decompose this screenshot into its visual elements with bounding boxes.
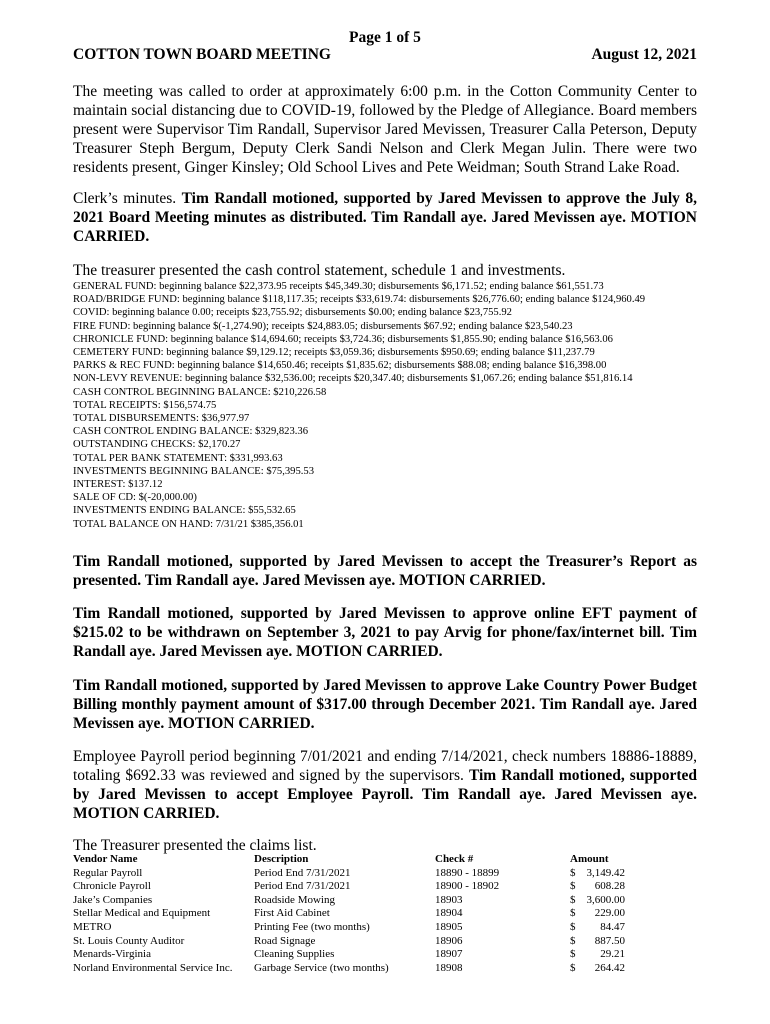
claim-check-number: 18890 - 18899 <box>435 866 500 879</box>
claim-check-number: 18905 <box>435 920 463 933</box>
fund-line: INVESTMENTS ENDING BALANCE: $55,532.65 <box>73 505 296 517</box>
claim-check-number: 18904 <box>435 907 463 920</box>
claim-description: First Aid Cabinet <box>254 907 330 920</box>
claim-vendor: St. Louis County Auditor <box>73 934 185 947</box>
currency-symbol: $ <box>570 961 576 974</box>
minutes-lead: Clerk’s minutes. <box>73 190 182 207</box>
currency-symbol: $ <box>570 948 576 961</box>
claim-check-number: 18906 <box>435 934 463 947</box>
claim-amount-value: 3,600.00 <box>586 893 625 906</box>
claim-amount-value: 29.21 <box>600 948 625 961</box>
claim-check-number: 18908 <box>435 961 463 974</box>
document-header <box>73 46 697 64</box>
claim-vendor: Norland Environmental Service Inc. <box>73 961 233 974</box>
header-check: Check # <box>435 853 474 865</box>
fund-line: CASH CONTROL BEGINNING BALANCE: $210,226.58 <box>73 386 327 398</box>
document-title: COTTON TOWN BOARD MEETING <box>73 46 331 63</box>
claim-description: Roadside Mowing <box>254 893 335 906</box>
claim-vendor: Menards-Virginia <box>73 948 151 961</box>
fund-line: NON-LEVY REVENUE: beginning balance $32,536.00; receipts $20,347.40; disbursements $1,067.26; ending balance $51,816.14 <box>73 373 633 385</box>
claim-description: Period End 7/31/2021 <box>254 880 351 893</box>
claim-description: Cleaning Supplies <box>254 948 335 961</box>
header-amount: Amount <box>570 853 609 865</box>
claim-amount-value: 887.50 <box>594 934 625 947</box>
header-description: Description <box>254 853 309 865</box>
fund-line: FIRE FUND: beginning balance $(-1,274.90); receipts $24,883.05; disbursements $67.92; ending balance $23,540.23 <box>73 320 573 332</box>
fund-line: CEMETERY FUND: beginning balance $9,129.12; receipts $3,059.36; disbursements $950.69; ending balance $11,237.79 <box>73 347 595 359</box>
currency-symbol: $ <box>570 866 576 879</box>
claim-amount-value: 264.42 <box>594 961 625 974</box>
fund-line: TOTAL DISBURSEMENTS: $36,977.97 <box>73 413 250 425</box>
motion-treasurer-report: Tim Randall motioned, supported by Jared Mevissen to accept the Treasurer’s Report as presented. Tim Randall aye. Jared Mevissen aye. MOTION CARRIED. <box>73 553 697 589</box>
claim-amount-value: 608.28 <box>594 880 625 893</box>
fund-line: COVID: beginning balance 0.00; receipts $23,755.92; disbursements $0.00; ending balance $23,755.92 <box>73 307 512 319</box>
intro-paragraph: The meeting was called to order at approximately 6:00 p.m. in the Cotton Community Center to maintain social distancing due to COVID-19, followed by the Pledge of Allegiance. Board members present were Supervisor Tim Randall, Supervisor Jared Mevissen, Treasurer Calla Peterson, Deputy Treasurer Steph Bergum, Deputy Clerk Sandi Nelson and Clerk Megan Julin. There were two residents present, Ginger Kinsley; Old School Lives and Pete Weidman; South Strand Lake Road. <box>73 83 697 176</box>
page-number: Page 1 of 5 <box>349 29 421 46</box>
claim-amount-value: 3,149.42 <box>586 866 625 879</box>
currency-symbol: $ <box>570 907 576 920</box>
fund-line: SALE OF CD: $(-20,000.00) <box>73 492 197 504</box>
fund-line: INVESTMENTS BEGINNING BALANCE: $75,395.53 <box>73 465 314 477</box>
meeting-date: August 12, 2021 <box>591 46 697 63</box>
motion-eft-payment: Tim Randall motioned, supported by Jared Mevissen to approve online EFT payment of $215.02 to be withdrawn on September 3, 2021 to pay Arvig for phone/fax/internet bill. Tim Randall aye. Jared Mevissen aye. MOTION CARRIED. <box>73 605 697 660</box>
claim-check-number: 18903 <box>435 893 463 906</box>
claim-vendor: Jake’s Companies <box>73 893 153 906</box>
claim-amount-value: 229.00 <box>594 907 625 920</box>
claim-check-number: 18907 <box>435 948 463 961</box>
claims-intro: The Treasurer presented the claims list. <box>73 837 317 854</box>
minutes-motion: Tim Randall motioned, supported by Jared Mevissen to approve the July 8, 2021 Board Meeting minutes as distributed. Tim Randall aye. Jared Mevissen aye. MOTION CARRIED. <box>73 190 697 245</box>
fund-line: OUTSTANDING CHECKS: $2,170.27 <box>73 439 241 451</box>
fund-line: CHRONICLE FUND: beginning balance $14,694.60; receipts $3,724.36; disbursements $1,855.90; ending balance $16,563.06 <box>73 333 613 345</box>
minutes-paragraph <box>73 189 697 246</box>
claim-description: Period End 7/31/2021 <box>254 866 351 879</box>
currency-symbol: $ <box>570 934 576 947</box>
fund-line: INTEREST: $137.12 <box>73 479 163 491</box>
fund-statement <box>73 280 713 531</box>
claim-vendor: Chronicle Payroll <box>73 880 151 893</box>
fund-line: ROAD/BRIDGE FUND: beginning balance $118,117.35; receipts $33,619.74: disbursements $26,776.60; ending balance $124,960.49 <box>73 294 646 306</box>
claim-description: Printing Fee (two months) <box>254 920 370 933</box>
claim-check-number: 18900 - 18902 <box>435 880 500 893</box>
claim-vendor: Stellar Medical and Equipment <box>73 907 211 920</box>
claim-description: Garbage Service (two months) <box>254 961 389 974</box>
fund-line: GENERAL FUND: beginning balance $22,373.95 receipts $45,349.30; disbursements $6,171.52; ending balance $61,551.73 <box>73 281 604 292</box>
claim-description: Road Signage <box>254 934 316 947</box>
fund-line: TOTAL BALANCE ON HAND: 7/31/21 $385,356.01 <box>73 518 304 530</box>
claim-vendor: METRO <box>73 920 112 933</box>
claim-amount-value: 84.47 <box>600 920 625 933</box>
fund-line: CASH CONTROL ENDING BALANCE: $329,823.36 <box>73 426 309 438</box>
fund-line: PARKS & REC FUND: beginning balance $14,650.46; receipts $1,835.62; disbursements $88.08; ending balance $16,398.00 <box>73 360 607 372</box>
payroll-motion: Tim Randall motioned, supported by Jared Mevissen to accept Employee Payroll. Tim Randall aye. Jared Mevissen aye. MOTION CARRIED. <box>73 767 697 822</box>
currency-symbol: $ <box>570 893 576 906</box>
currency-symbol: $ <box>570 880 576 893</box>
fund-line: TOTAL PER BANK STATEMENT: $331,993.63 <box>73 452 283 464</box>
payroll-lead: Employee Payroll period beginning 7/01/2021 and ending 7/14/2021, check numbers 18886-18889, totaling $692.33 was reviewed and signed by the supervisors. <box>73 748 697 784</box>
currency-symbol: $ <box>570 920 576 933</box>
claim-vendor: Regular Payroll <box>73 866 143 879</box>
motion-power-billing: Tim Randall motioned, supported by Jared Mevissen to approve Lake Country Power Budget Billing monthly payment amount of $317.00 through December 2021. Tim Randall aye. Jared Mevissen aye. MOTION CARRIED. <box>73 677 697 732</box>
payroll-paragraph <box>73 747 697 823</box>
treasurer-intro: The treasurer presented the cash control statement, schedule 1 and investments. <box>73 262 566 279</box>
header-vendor: Vendor Name <box>73 853 138 865</box>
fund-line: TOTAL RECEIPTS: $156,574.75 <box>73 399 217 411</box>
